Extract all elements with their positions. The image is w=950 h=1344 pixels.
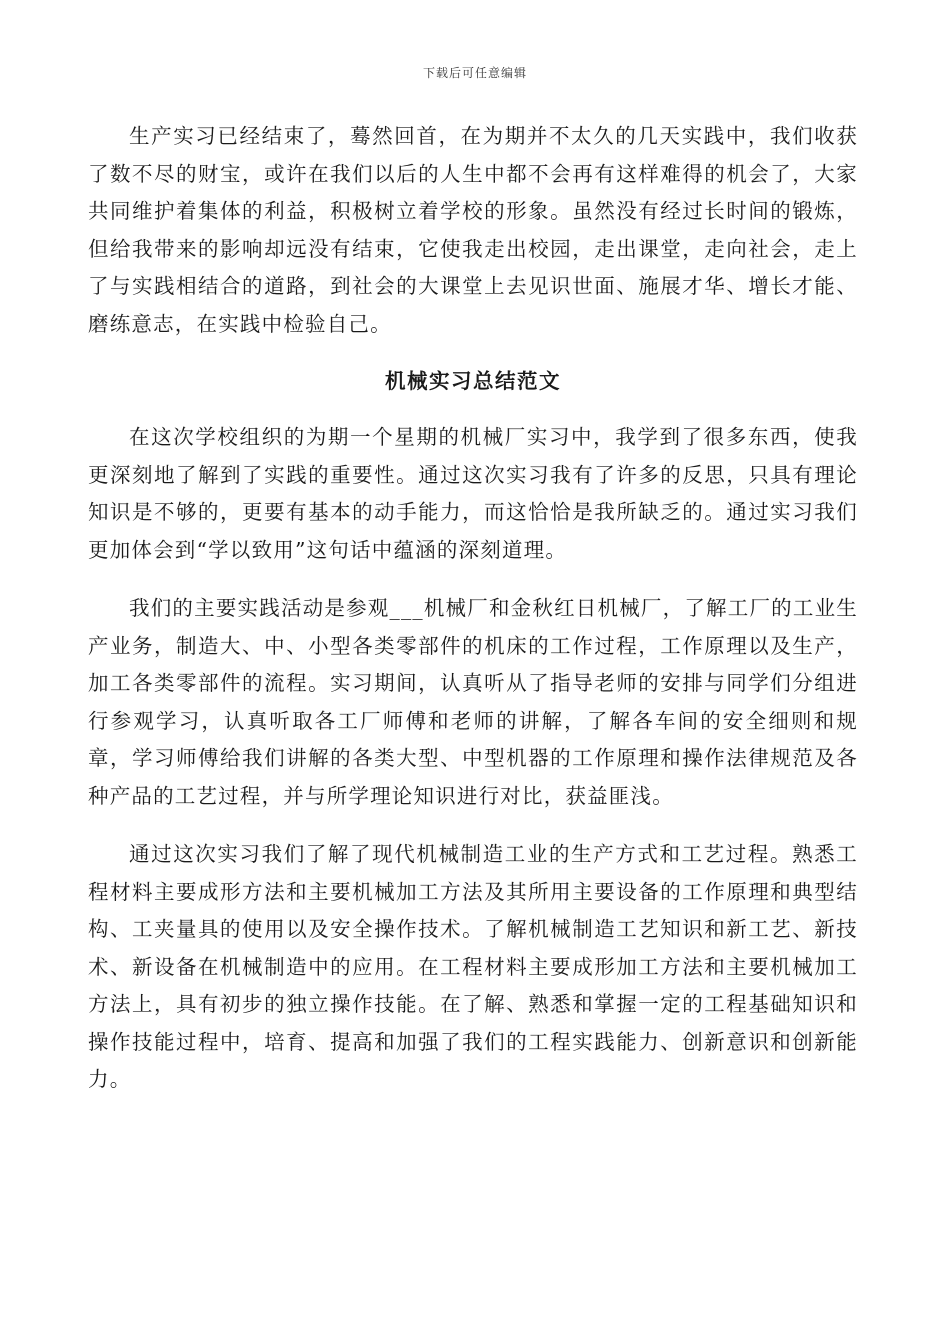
paragraph-3: 通过这次实习我们了解了现代机械制造工业的生产方式和工艺过程。熟悉工程材料主要成形方法和主要机械加工方法及其所用主要设备的工作原理和典型结构、工夹量具的使用以及安全操作技术。了解机械制造工艺知识和新工艺、新技术、新设备在机械制造中的应用。在工程材料主要成形加工方法和主要机械加工方法上，具有初步的独立操作技能。在了解、熟悉和掌握一定的工程基础知识和操作技能过程中，培育、提高和加强了我们的工程实践能力、创新意识和创新能力。	[88, 842, 858, 1091]
header-note: 下载后可任意编辑	[422, 66, 527, 80]
paragraph-intro-conclusion: 生产实习已经结束了，蓦然回首，在为期并不太久的几天实践中，我们收获了数不尽的财宝，或许在我们以后的人生中都不会再有这样难得的机会了，大家共同维护着集体的利益，积极树立着学校的形象。虽然没有经过长时间的锻炼，但给我带来的影响却远没有结束，它使我走出校园，走出课堂，走向社会，走上了与实践相结合的道路，到社会的大课堂上去见识世面、施展才华、增长才能、磨练意志，在实践中检验自己。	[88, 124, 858, 336]
paragraph-1: 在这次学校组织的为期一个星期的机械厂实习中，我学到了很多东西，使我更深刻地了解到了实践的重要性。通过这次实习我有了许多的反思，只具有理论知识是不够的，更要有基本的动手能力，而这恰恰是我所缺乏的。通过实习我们更加体会到“学以致用”这句话中蕴涵的深刻道理。	[88, 425, 858, 562]
document-body	[88, 118, 858, 1099]
section-title: 机械实习总结范文	[385, 369, 561, 393]
paragraph-2: 我们的主要实践活动是参观___机械厂和金秋红日机械厂，了解工厂的工业生产业务，制造大、中、小型各类零部件的机床的工作过程，工作原理以及生产，加工各类零部件的流程。实习期间，认真听从了指导老师的安排与同学们分组进行参观学习，认真听取各工厂师傅和老师的讲解，了解各车间的安全细则和规章，学习师傅给我们讲解的各类大型、中型机器的工作原理和操作法律规范及各种产品的工艺过程，并与所学理论知识进行对比，获益匪浅。	[88, 596, 858, 808]
